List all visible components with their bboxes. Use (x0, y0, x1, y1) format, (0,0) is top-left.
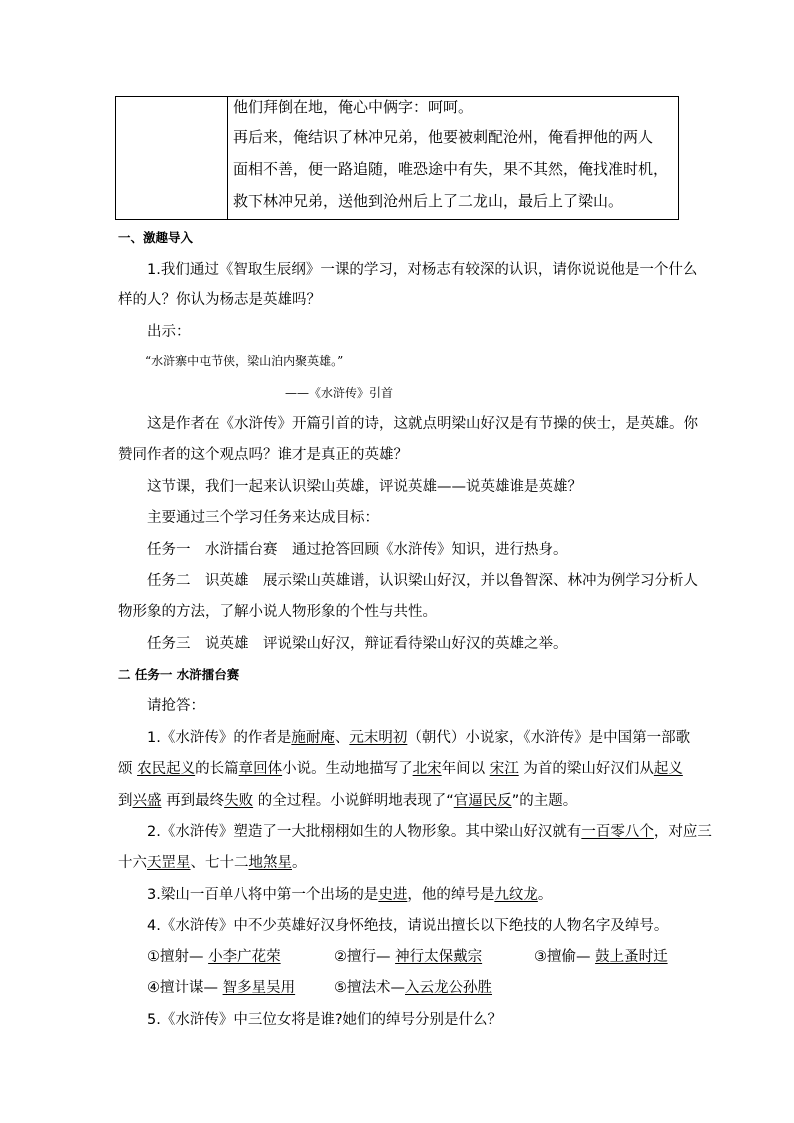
answer-stealing: 鼓上蚤时迁 (595, 949, 668, 965)
quiz-prompt: 请抢答： (147, 698, 205, 714)
skill-strategy: ④擅计谋— 智多星吴用 (147, 980, 296, 996)
answer-form: 章回体 (238, 761, 283, 777)
intro-q1-line2: 样的人？你认为杨志是英雄吗？ (118, 292, 321, 308)
intro-p1-line2: 赞同作者的这个观点吗？谁才是真正的英雄？ (118, 447, 408, 463)
poem-source: ——《水浒传》引首 (285, 386, 394, 400)
quiz-q2-line2: 十六天罡星、七十二地煞星。 (118, 855, 307, 871)
section-heading-intro: 一、激趣导入 (118, 230, 194, 245)
answer-theme: 官逼民反 (453, 793, 512, 809)
table-column-divider (227, 97, 228, 219)
intro-p3: 主要通过三个学习任务来达成目标： (147, 510, 379, 526)
table-line-2: 再后来，俺结识了林冲兄弟，他要被刺配沧州，俺看押他的两人 (233, 128, 654, 146)
task-three: 任务三 说英雄 评说梁山好汉，辩证看待梁山好汉的英雄之举。 (147, 636, 568, 652)
answer-prosper: 兴盛 (132, 793, 162, 809)
answer-nickname: 九纹龙 (494, 887, 538, 903)
quiz-q2-line1: 2.《水浒传》塑造了一大批栩栩如生的人物形象。其中梁山好汉就有一百零八个，对应三 (147, 824, 712, 840)
skill-archery: ①擅射— 小李广花荣 (147, 949, 281, 965)
answer-era: 北宋 (412, 761, 442, 777)
poem-quote: “水浒寨中屯节侠，梁山泊内聚英雄。” (145, 354, 344, 368)
show-label: 出示： (147, 324, 191, 340)
answer-magic: 入云龙公孙胜 (405, 980, 492, 996)
task-one: 任务一 水浒擂台赛 通过抢答回顾《水浒传》知识，进行热身。 (147, 542, 568, 558)
answer-strategy: 智多星吴用 (222, 980, 296, 996)
task-two-line2: 物形象的方法，了解小说人物形象的个性与共性。 (118, 604, 437, 620)
task-two-line1: 任务二 识英雄 展示梁山英雄谱，认识梁山好汉，并以鲁智深、林冲为例学习分析人 (147, 573, 698, 589)
intro-p1-line1: 这是作者在《水浒传》开篇引首的诗，这就点明梁山好汉是有节操的侠士，是英雄。你 (147, 416, 698, 432)
quiz-q1-line1: 1.《水浒传》的作者是施耐庵、元末明初（朝代）小说家，《水浒传》是中国第一部歌 (147, 730, 691, 746)
quiz-q5: 5.《水浒传》中三位女将是谁?她们的绰号分别是什么？ (147, 1012, 503, 1028)
quiz-q4: 4.《水浒传》中不少英雄好汉身怀绝技，请说出擅长以下绝技的人物名字及绰号。 (147, 918, 669, 934)
answer-uprising: 农民起义 (137, 761, 196, 777)
answer-author: 施耐庵 (291, 730, 335, 746)
section-heading-task1: 二 任务一 水浒擂台赛 (118, 667, 240, 682)
answer-archery: 小李广花荣 (208, 949, 281, 965)
table-line-1: 他们拜倒在地，俺心中俩字：呵呵。 (233, 98, 474, 116)
answer-start: 起义 (653, 761, 683, 777)
answer-disha: 地煞星 (248, 855, 292, 871)
answer-tiangang: 天罡星 (147, 855, 191, 871)
answer-leader: 宋江 (489, 761, 519, 777)
quiz-q1-line2: 颂 农民起义的长篇章回体小说。生动地描写了北宋年间以 宋江 为首的梁山好汉们从起义 (118, 761, 683, 777)
skill-stealing: ③擅偷— 鼓上蚤时迁 (534, 949, 668, 965)
intro-p2: 这节课，我们一起来认识梁山英雄，评说英雄——说英雄谁是英雄？ (147, 479, 582, 495)
answer-dynasty: 元末明初 (349, 730, 408, 746)
answer-first: 史进 (378, 887, 408, 903)
skill-walking: ②擅行— 神行太保戴宗 (334, 949, 483, 965)
answer-walking: 神行太保戴宗 (395, 949, 483, 965)
table-line-4: 救下林冲兄弟，送他到沧州后上了二龙山，最后上了梁山。 (233, 192, 624, 210)
intro-q1-line1: 1.我们通过《智取生辰纲》一课的学习，对杨志有较深的认识，请你说说他是一个什么 (147, 262, 698, 278)
table-line-3: 面相不善，便一路追随，唯恐途中有失，果不其然，俺找准时机， (233, 160, 669, 178)
skill-magic: ⑤擅法术—入云龙公孙胜 (334, 980, 492, 996)
answer-fail: 失败 (224, 793, 254, 809)
answer-count: 一百零八个 (581, 824, 654, 840)
quiz-q3: 3.梁山一百单八将中第一个出场的是史进，他的绰号是九纹龙。 (147, 887, 553, 903)
quiz-q1-line3: 到兴盛 再到最终失败 的全过程。小说鲜明地表现了“官逼民反”的主题。 (118, 793, 578, 809)
